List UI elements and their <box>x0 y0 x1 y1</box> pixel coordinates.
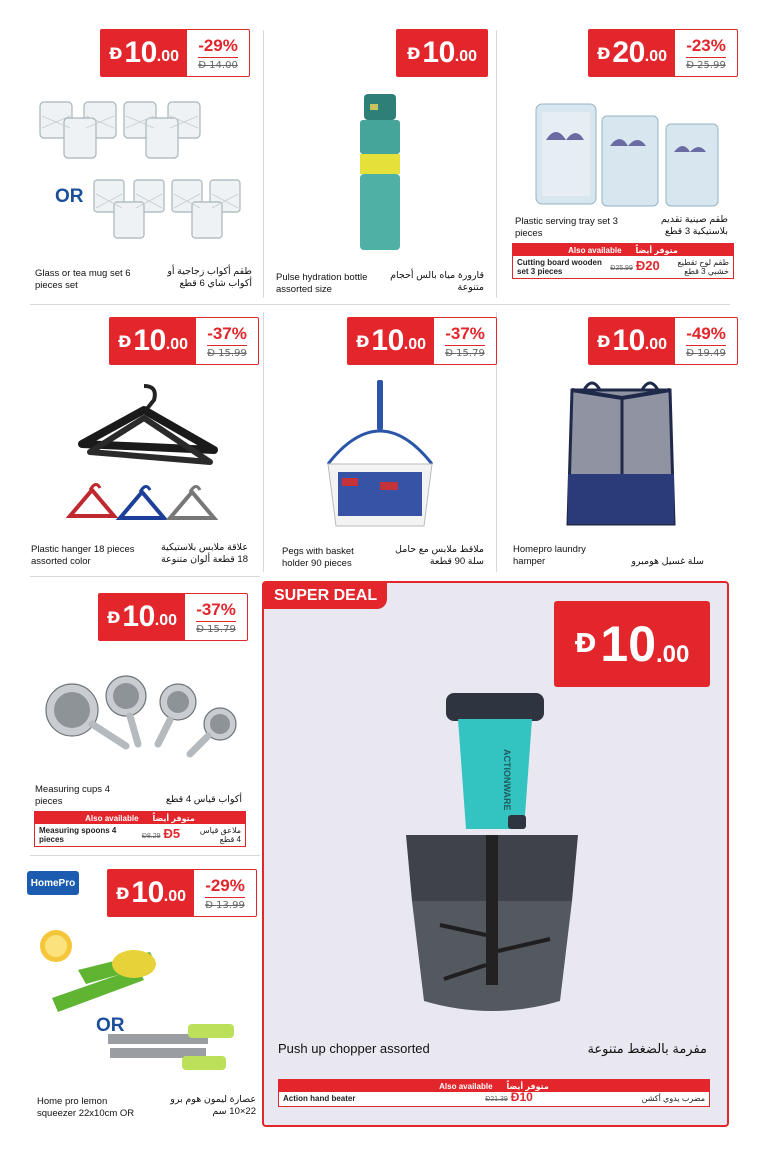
product-name-ar: ملاقط ملابس مع حامل سلة 90 قطعة <box>395 544 484 567</box>
product-name-en: Homepro laundry hamper <box>513 544 586 567</box>
price-tag: Đ 10 .00 -29% Đ 14.00 <box>100 29 250 77</box>
discount-badge: -29% <box>198 36 238 58</box>
product-name-ar: عصارة ليمون هوم برو 22×10 سم <box>170 1094 256 1117</box>
divider <box>30 576 260 577</box>
product-name-ar: علاقة ملابس بلاستيكية 18 قطعة ألوان متنوعة <box>160 542 248 565</box>
lemon-squeezer-image <box>38 928 238 1078</box>
super-deal-panel <box>262 581 729 1127</box>
divider <box>30 304 730 305</box>
discount-badge: -37% <box>445 324 485 346</box>
product-name-en: Glass or tea mug set 6 pieces set <box>35 268 131 291</box>
measuring-cups-image <box>42 672 242 762</box>
price-tag: Đ 10 .00 -37% Đ 15.99 <box>109 317 259 365</box>
laundry-hamper-image <box>562 378 682 528</box>
pegs-basket-image <box>320 378 440 538</box>
or-label: OR <box>96 1015 125 1036</box>
discount-badge: -37% <box>207 324 247 346</box>
price-tag: Đ 20 .00 -23% Đ 25.99 <box>588 29 738 77</box>
discount-badge: -29% <box>205 876 245 898</box>
product-name-en: Push up chopper assorted <box>278 1041 430 1056</box>
product-name-ar: طقم صينية تقديم بلاستيكية 3 قطع <box>660 214 728 237</box>
product-name-en: Home pro lemon squeezer 22x10cm OR <box>37 1096 135 1119</box>
divider <box>30 855 260 856</box>
super-deal-badge: SUPER DEAL <box>264 583 387 609</box>
divider <box>263 30 264 298</box>
product-name-en: Plastic hanger 18 pieces assorted color <box>31 544 135 567</box>
or-label: OR <box>55 186 84 207</box>
discount-badge: -37% <box>196 600 236 622</box>
product-name-ar: سلة غسيل هومبرو <box>631 556 704 567</box>
discount-badge: -49% <box>686 324 726 346</box>
hydration-bottle-image <box>350 92 410 256</box>
product-name-ar: قارورة مياه بالس أحجام متنوعة <box>390 270 484 293</box>
divider <box>263 312 264 572</box>
price-tag: Đ 10 .00 -49% Đ 19.49 <box>588 317 738 365</box>
product-name-ar: أكواب قياس 4 قطع <box>165 794 242 805</box>
price-tag: Đ 10 .00 <box>396 29 488 77</box>
price-tag: Đ 10 .00 -37% Đ 15.79 <box>347 317 497 365</box>
product-brand: ACTIONWARE <box>502 749 512 811</box>
also-available-box: Also available متوفر أيضاً Cutting board wooden set 3 pieces Đ25.99 Đ20 طقم لوح تقطيع خشبي 3 قطع <box>512 243 734 279</box>
also-available-box: Also available متوفر أيضاً Measuring spoons 4 pieces Đ8.29 Đ5 ملاعق قياس 4 قطع <box>34 811 246 847</box>
plastic-hanger-image <box>64 380 224 530</box>
homepro-logo: HomePro <box>27 871 79 895</box>
product-name-ar: طقم أكواب زجاجية أو أكواب شاي 6 قطع <box>167 266 252 289</box>
product-name-ar: مفرمة بالضغط متنوعة <box>587 1041 707 1056</box>
divider <box>496 30 497 298</box>
push-up-chopper-image <box>400 689 584 1025</box>
serving-tray-image <box>532 100 722 210</box>
super-deal-price: Đ 10 .00 <box>554 601 710 687</box>
discount-badge: -23% <box>686 36 726 58</box>
product-name-en: Pegs with basket holder 90 pieces <box>282 546 354 569</box>
price-tag: Đ 10 .00 -37% Đ 15.79 <box>98 593 248 641</box>
product-name-en: Measuring cups 4 pieces <box>35 784 110 807</box>
also-available-box: Also available متوفر أيضاً Action hand beater Đ21.39 Đ10 مضرب يدوي أكشن <box>278 1079 710 1107</box>
glass-set-image <box>36 98 250 248</box>
product-name-en: Pulse hydration bottle assorted size <box>276 272 368 295</box>
price-tag: Đ 10 .00 -29% Đ 13.99 <box>107 869 257 917</box>
product-name-en: Plastic serving tray set 3 pieces <box>515 216 618 239</box>
